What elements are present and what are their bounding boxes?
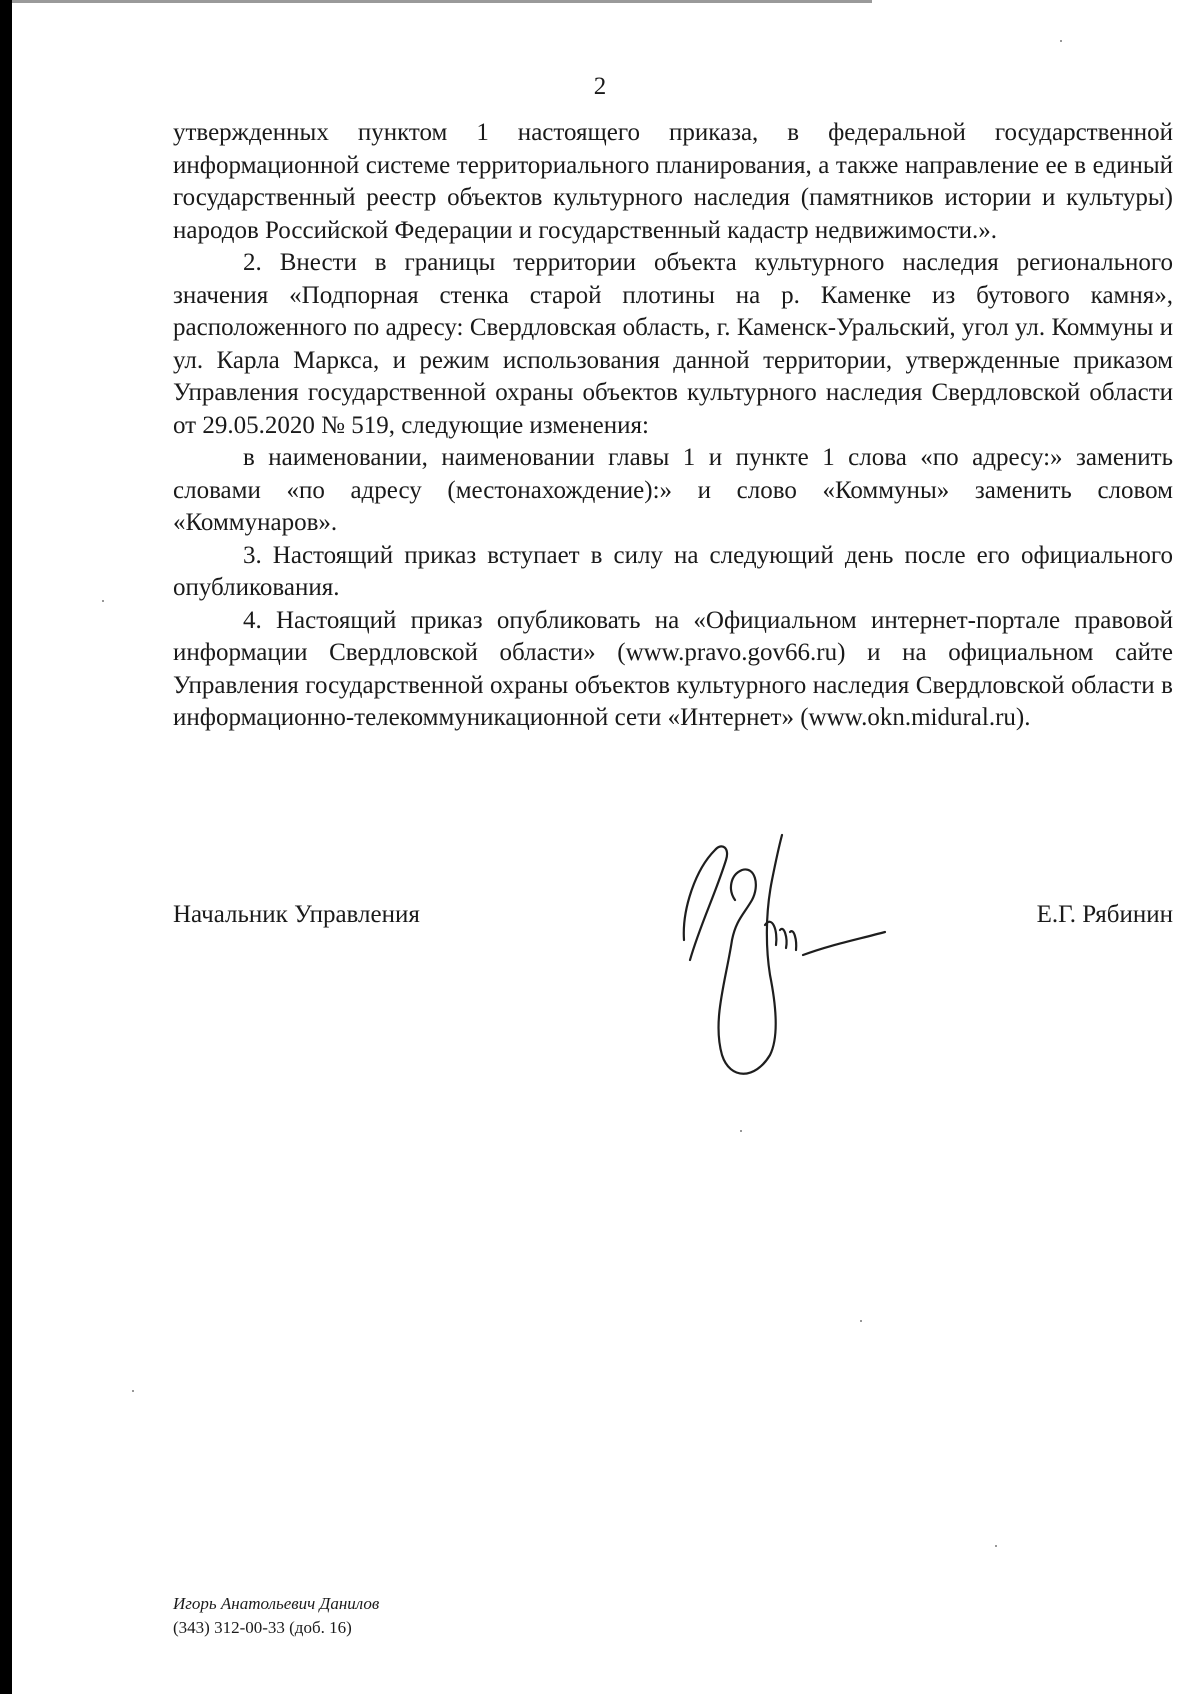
scan-speck [132, 1390, 134, 1392]
scan-top-edge [12, 0, 872, 3]
scan-speck [740, 1130, 742, 1132]
scan-speck [102, 600, 104, 602]
paragraph-item-2: 2. Внести в границы территории объекта культурного наследия регионального значения «Подпорная стенка старой плотины на р. Каменке из бутового камня», расположенного по адресу: Свердловская область, г. Каменск-Уральский, угол ул. Коммуны и ул. Карла Маркса, и режим использования данной территории, утвержденные приказом Управления государственной охраны объектов культурного наследия Свердловской области от 29.05.2020 № 519, следующие изменения: [173, 249, 1173, 439]
signer-name: Е.Г. Рябинин [1036, 901, 1173, 928]
paragraph-amendment: в наименовании, наименовании главы 1 и пункте 1 слова «по адресу:» заменить словами «по адресу (местонахождение):» и слово «Коммуны» заменить словом «Коммунаров». [173, 444, 1173, 536]
paragraph-continuation: утвержденных пунктом 1 настоящего приказа, в федеральной государственной информационной системе территориального планирования, а также направление ее в единый государственный реестр объектов культурного наследия (памятников истории и культуры) народов Российской Федерации и государственный кадастр недвижимости.». [173, 119, 1173, 244]
executor-phone: (343) 312-00-33 (доб. 16) [173, 1618, 352, 1637]
executor-name: Игорь Анатольевич Данилов [173, 1594, 380, 1613]
scan-speck [995, 1545, 997, 1547]
document-body [173, 117, 1173, 735]
page-number: 2 [593, 73, 607, 100]
handwritten-signature [660, 830, 900, 1090]
scan-edge [0, 0, 12, 1694]
paragraph-item-3: 3. Настоящий приказ вступает в силу на следующий день после его официального опубликования. [173, 541, 1173, 601]
scan-speck [860, 1320, 862, 1322]
signer-title: Начальник Управления [173, 901, 420, 928]
scan-speck [1060, 40, 1062, 42]
executor-block [173, 1592, 379, 1640]
paragraph-item-4: 4. Настоящий приказ опубликовать на «Официальном интернет-портале правовой информации Свердловской области» (www.pravo.gov66.ru) и на официальном сайте Управления государственной охраны объектов культурного наследия Свердловской области в информационно-телекоммуникационной сети «Интернет» (www.okn.midural.ru). [173, 606, 1173, 731]
